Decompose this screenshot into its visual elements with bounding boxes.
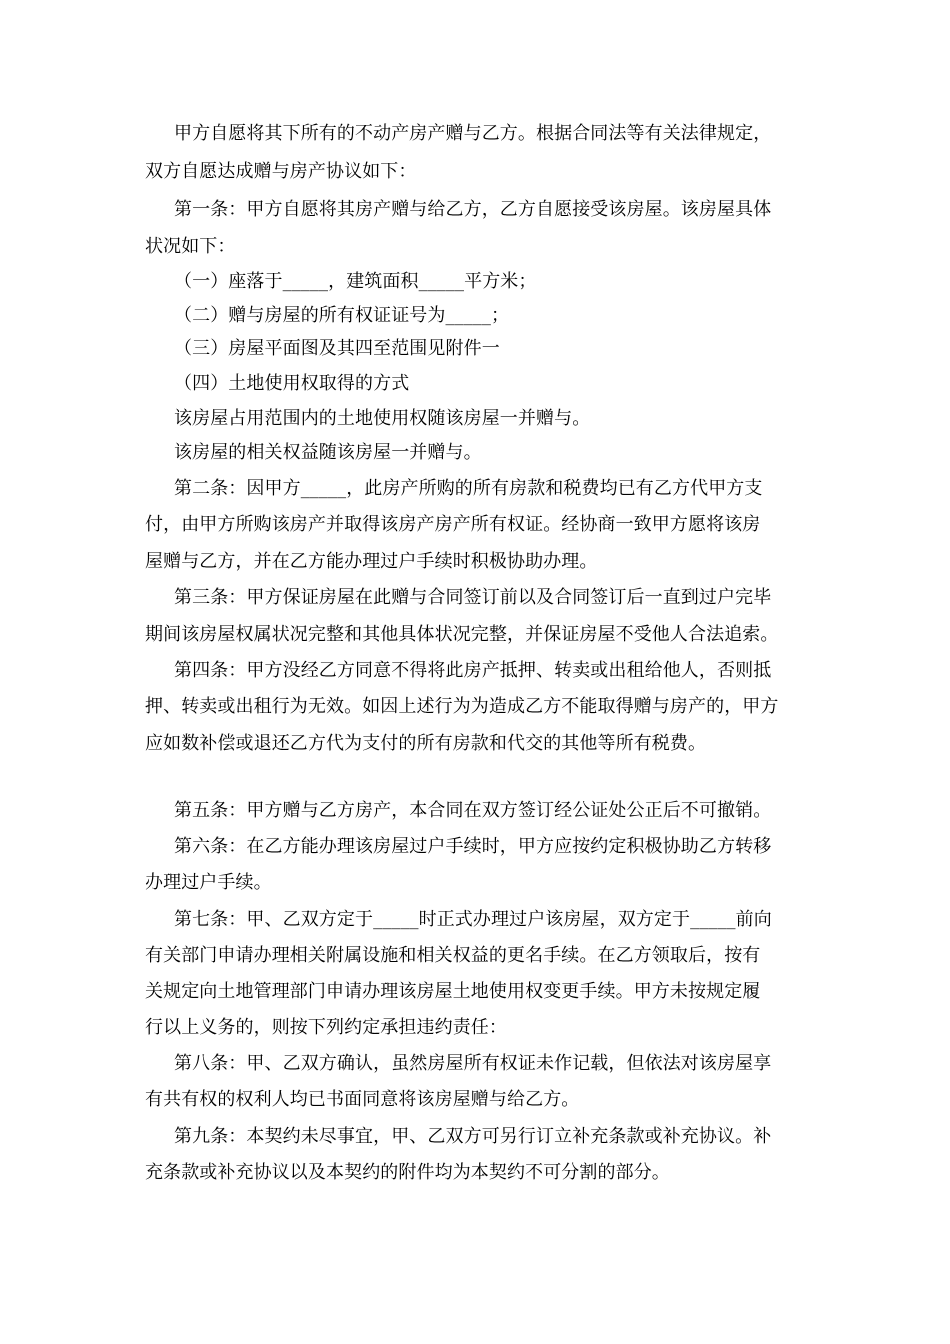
text-line: 第四条：甲方没经乙方同意不得将此房产抵押、转卖或出租给他人，否则抵 <box>174 660 772 681</box>
text-line: 应如数补偿或退还乙方代为支付的所有房款和代交的其他等所有税费。 <box>145 733 707 754</box>
text-line: （二）赠与房屋的所有权证证号为_____； <box>174 305 510 326</box>
text-line: 第六条：在乙方能办理该房屋过户手续时，甲方应按约定积极协助乙方转移 <box>174 836 772 857</box>
text-line: 甲方自愿将其下所有的不动产房产赠与乙方。根据合同法等有关法律规定， <box>174 123 772 144</box>
text-line: 期间该房屋权属状况完整和其他具体状况完整，并保证房屋不受他人合法追索。 <box>145 624 779 645</box>
text-line: 第九条：本契约未尽事宜，甲、乙双方可另行订立补充条款或补充协议。补 <box>174 1126 772 1147</box>
text-line: （四）土地使用权取得的方式 <box>174 373 410 394</box>
text-line: 有关部门申请办理相关附属设施和相关权益的更名手续。在乙方领取后，按有 <box>145 945 761 966</box>
text-line: 状况如下： <box>145 236 236 257</box>
text-line: 第七条：甲、乙双方定于_____时正式办理过户该房屋，双方定于_____前向 <box>174 909 772 930</box>
text-line: 第三条：甲方保证房屋在此赠与合同签订前以及合同签订后一直到过户完毕 <box>174 587 772 608</box>
text-line: 行以上义务的，则按下列约定承担违约责任： <box>145 1017 507 1038</box>
text-line: （三）房屋平面图及其四至范围见附件一 <box>174 338 500 359</box>
text-line: 第二条：因甲方_____，此房产所购的所有房款和税费均已有乙方代甲方支 <box>174 478 763 499</box>
text-line: 双方自愿达成赠与房产协议如下： <box>145 161 417 182</box>
text-line: 该房屋占用范围内的土地使用权随该房屋一并赠与。 <box>174 408 591 429</box>
text-line: 屋赠与乙方，并在乙方能办理过户手续时积极协助办理。 <box>145 551 598 572</box>
text-line: 第八条：甲、乙双方确认，虽然房屋所有权证未作记载，但依法对该房屋享 <box>174 1053 772 1074</box>
text-line: 办理过户手续。 <box>145 872 272 893</box>
text-line: 该房屋的相关权益随该房屋一并赠与。 <box>174 442 482 463</box>
text-line: 第一条：甲方自愿将其房产赠与给乙方，乙方自愿接受该房屋。该房屋具体 <box>174 199 772 220</box>
text-line: 关规定向土地管理部门申请办理该房屋土地使用权变更手续。甲方未按规定履 <box>145 981 761 1002</box>
text-line: 第五条：甲方赠与乙方房产，本合同在双方签订经公证处公正后不可撤销。 <box>174 800 772 821</box>
text-line: 有共有权的权利人均已书面同意将该房屋赠与给乙方。 <box>145 1089 580 1110</box>
text-line: 押、转卖或出租行为无效。如因上述行为为造成乙方不能取得赠与房产的，甲方 <box>145 696 779 717</box>
text-line: 付，由甲方所购该房产并取得该房产房产所有权证。经协商一致甲方愿将该房 <box>145 514 761 535</box>
text-line: 充条款或补充协议以及本契约的附件均为本契约不可分割的部分。 <box>145 1162 670 1183</box>
text-line: （一）座落于_____，建筑面积_____平方米； <box>174 271 537 292</box>
